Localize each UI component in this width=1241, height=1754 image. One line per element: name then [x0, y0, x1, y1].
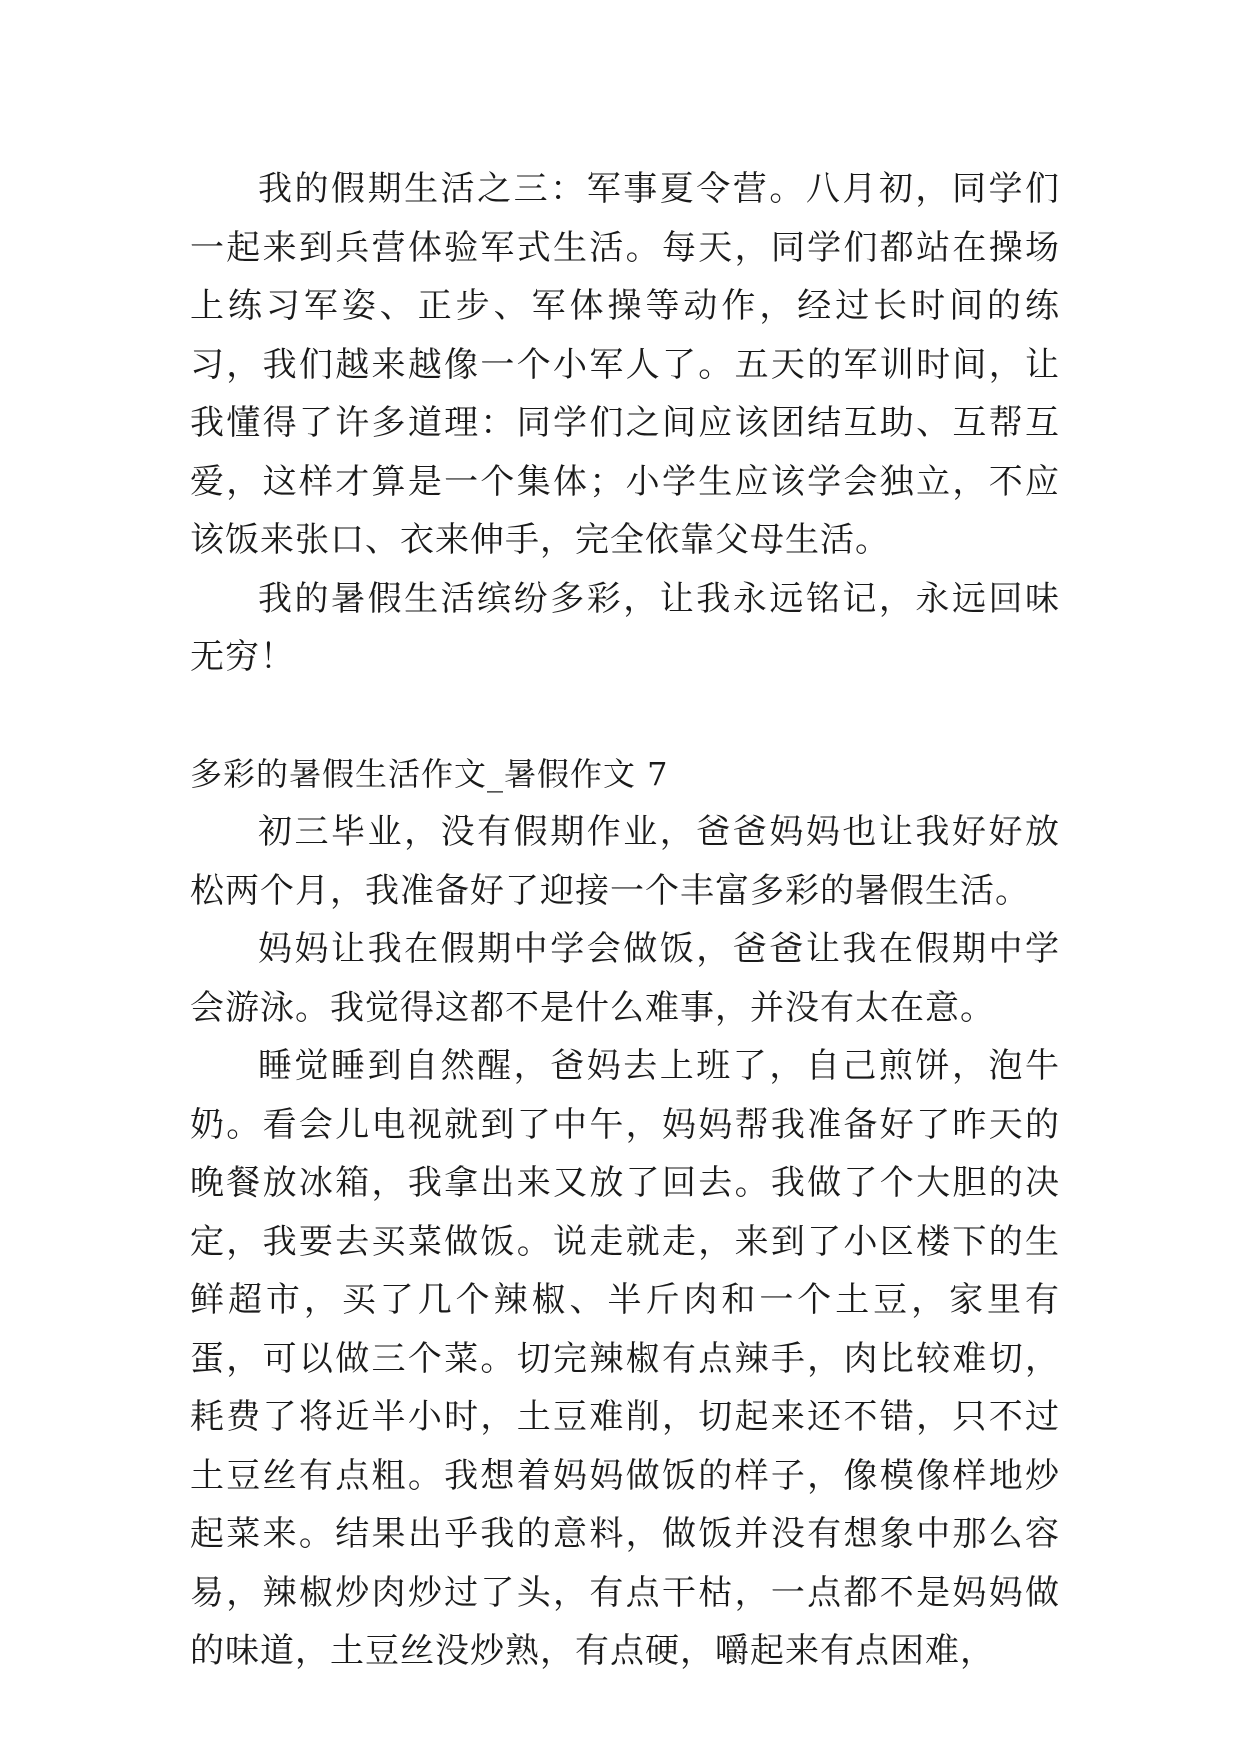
paragraph-summary: 我的暑假生活缤纷多彩，让我永远铭记，永远回味无穷！	[190, 578, 1060, 677]
section-title: 多彩的暑假生活作文_暑假作文 7	[190, 754, 669, 793]
paragraph-learn-cooking: 妈妈让我在假期中学会做饭，爸爸让我在假期中学会游泳。我觉得这都不是什么难事，并没有太在意。	[190, 929, 1060, 1028]
paragraph-military-camp: 我的假期生活之三：军事夏令营。八月初，同学们一起来到兵营体验军式生活。每天，同学们都站在操场上练习军姿、正步、军体操等动作，经过长时间的练习，我们越来越像一个小军人了。五天的军训时间，让我懂得了许多道理：同学们之间应该团结互助、互帮互爱，这样才算是一个集体；小学生应该学会独立，不应该饭来张口、衣来伸手，完全依靠父母生活。	[190, 169, 1060, 560]
document-body	[190, 160, 1060, 1681]
paragraph-graduation: 初三毕业，没有假期作业，爸爸妈妈也让我好好放松两个月，我准备好了迎接一个丰富多彩的暑假生活。	[190, 812, 1060, 911]
paragraph-cooking-story: 睡觉睡到自然醒，爸妈去上班了，自己煎饼，泡牛奶。看会儿电视就到了中午，妈妈帮我准备好了昨天的晚餐放冰箱，我拿出来又放了回去。我做了个大胆的决定，我要去买菜做饭。说走就走，来到了小区楼下的生鲜超市，买了几个辣椒、半斤肉和一个土豆，家里有蛋，可以做三个菜。切完辣椒有点辣手，肉比较难切，耗费了将近半小时，土豆难削，切起来还不错，只不过土豆丝有点粗。我想着妈妈做饭的样子，像模像样地炒起菜来。结果出乎我的意料，做饭并没有想象中那么容易，辣椒炒肉炒过了头，有点干枯，一点都不是妈妈做的味道，土豆丝没炒熟，有点硬，嚼起来有点困难，	[190, 1046, 1060, 1671]
